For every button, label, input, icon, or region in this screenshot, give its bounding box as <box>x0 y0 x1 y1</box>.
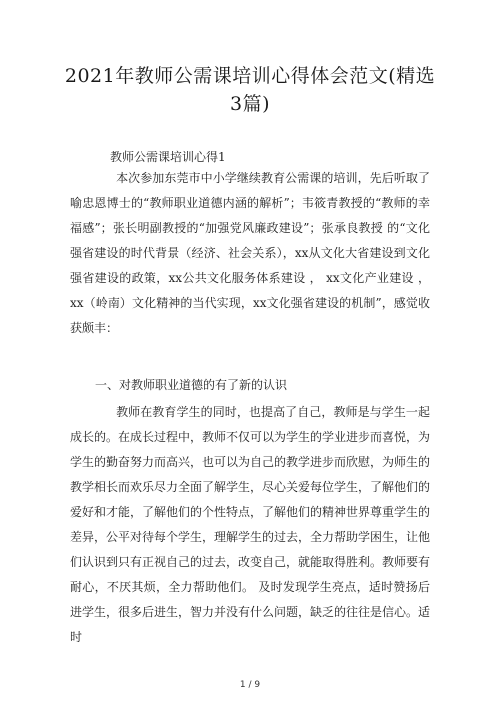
section-heading: 一、对教师职业道德的有了新的认识 <box>95 378 288 392</box>
title-line-1: 2021年教师公需课培训心得体会范文(精选 <box>64 65 436 87</box>
paragraph-body <box>70 400 430 650</box>
paragraph-body-text: 教师在教育学生的同时，也提高了自己，教师是与学生一起成长的。在成长过程中，教师不仅可以为学生的学业进步而喜悦，为学生的勤奋努力而高兴，也可以为自己的教学进步而欣慰，为师生的教学相长而欢乐尽力全面了解学生，尽心关爱每位学生，了解他们的爱好和才能，了解他们的个性特点，了解他们的精神世界尊重学生的差异，公平对待每个学生，理解学生的过去，全力帮助学困生，让他们认识到只有正视自己的过去，改变自己，就能取得胜利。教师要有耐心，不厌其烦，全力帮助他们。 及时发现学生亮点，适时赞扬后进学生，很多后进生，智力并没有什么问题，缺乏的往往是信心。适时 <box>70 405 431 644</box>
document-title <box>40 62 460 118</box>
paragraph-intro-text: 本次参加东莞市中小学继续教育公需课的培训，先后听取了喻忠恩博士的“教师职业道德内涵的解析”；韦筱青教授的“教师的幸福感”；张长明副教授的“加强党风廉政建设”；张承良教授 的“文化强省建设的时代背景（经济、社会关系），xx从文化大省建设到文化强省建设的政策，xx公共文化服务体系建设 ， xx文化产业建设 ，xx（岭南）文化精神的当代实现，xx文化强省建设的机制”，感觉收获颇丰： <box>70 171 430 335</box>
section-subtitle: 教师公需课培训心得1 <box>110 150 226 164</box>
paragraph-intro <box>70 166 430 341</box>
title-line-2: 3篇) <box>229 93 270 115</box>
page-indicator: 1 / 9 <box>239 680 261 690</box>
